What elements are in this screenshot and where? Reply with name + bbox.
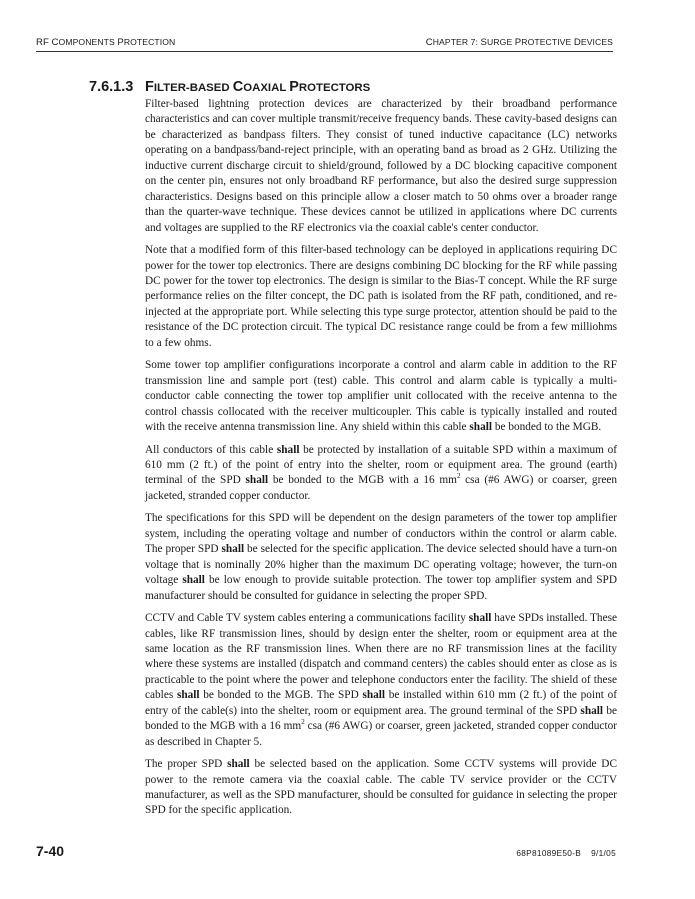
paragraph-5: The specifications for this SPD will be dependent on the design parameters of the tower top amplifier system, including the operating voltage and number of conductors within the control or alarm cable. The proper SPD shall be selected for the specific application. The device selected should have a turn-on voltage that is nominally 20% higher than the maximum DC operating voltage; however, the turn-on voltage shall be low enough to provide suitable protection. The tower top amplifier system and SPD manufacturer should be consulted for guidance in selecting the proper SPD. [145,512,617,602]
paragraph-4: All conductors of this cable shall be protected by installation of a suitable SPD within a maximum of 610 mm (2 ft.) of the point of entry into the shelter, room or equipment area. The ground (earth) terminal of the SPD shall be bonded to the MGB with a 16 $mm^2$ csa (#6 AWG) or coarser, green jacketed, stranded copper conductor. [145,443,618,502]
section-number: 7.6.1.3 [89,79,134,95]
running-header-right: CHAPTER 7: SURGE PROTECTIVE DEVICES [425,37,613,48]
paragraph-6: CCTV and Cable TV system cables entering a communications facility shall have SPDs installed. These cables, like RF transmission lines, should by design enter the shelter, room or equipment area at the same location as the RF transmission lines. When there are no RF transmission lines at the facility where these systems are installed (dispatch and command centers) the cables should enter as close as is practicable to the point where the power and telephone conductors enter the facility. The shield of these cables shall be bonded to the MGB. The SPD shall be installed within 610 mm (2 ft.) of the point of entry of the cable(s) into the shelter, room or equipment area. The ground terminal of the SPD shall be bonded to the MGB with a 16 $mm^2$ csa (#6 AWG) or coarser, green jacketed, stranded copper conductor as described in Chapter 5. [145,612,618,748]
document-id: 68P81089E50-B 9/1/05 [516,848,616,858]
section-heading [89,79,370,95]
header-rule [36,51,613,52]
paragraph-7: The proper SPD shall be selected based on the application. Some CCTV systems will provide DC power to the remote camera via the coaxial cable. The cable TV service provider or the CCTV manufacturer, as well as the SPD manufacturer, should be consulted for guidance in selecting the proper SPD for the specific application. [145,758,617,817]
section-title: FILTER-BASED COAXIAL PROTECTORS [145,79,371,95]
running-header-left: RF COMPONENTS PROTECTION [36,37,176,48]
paragraph-3: Some tower top amplifier configurations incorporate a control and alarm cable in addition to the RF transmission line and sample port (test) cable. This control and alarm cable is typically a multi-conductor cable connecting the tower top amplifier unit collocated with the receive antenna to the control chassis collocated with the receiver multicoupler. This cable is typically installed and routed with the receive antenna transmission line. Any shield within this cable shall be bonded to the MGB. [145,359,617,434]
paragraph-1: Filter-based lightning protection devices are characterized by their broadband performance characteristics and can cover multiple transmit/receive frequency bands. These cavity-based designs can be characterized as bandpass filters. They consist of tuned inductive capacitance (LC) networks operating on a bandpass/band-reject principle, with an operating band as broad as 2 GHz. Utilizing the inductive current discharge circuit to shield/ground, followed by a DC blocking capacitive component on the center pin, ensures not only broadband RF performance, but also the desired surge suppression characteristics. Designs based on this principle allow a closer match to 50 ohms over a broader range than the quarter-wave technique. These devices cannot be utilized in applications where DC currents and voltages are supplied to the RF electronics via the coaxial cable's center conductor. [145,98,617,234]
body-text [145,97,617,826]
page-number: 7-40 [36,843,65,859]
paragraph-2: Note that a modified form of this filter-based technology can be deployed in applications requiring DC power for the tower top electronics. There are designs combining DC blocking for the RF while passing DC power for the tower top electronics. The design is similar to the Bias-T concept. While the RF surge performance relies on the filter concept, the DC path is isolated from the RF path, conditioned, and re-injected at the appropriate port. While selecting this type surge protector, attention should be paid to the resistance of the DC protection circuit. The typical DC resistance range could be from a few milliohms to a few ohms. [145,244,617,349]
